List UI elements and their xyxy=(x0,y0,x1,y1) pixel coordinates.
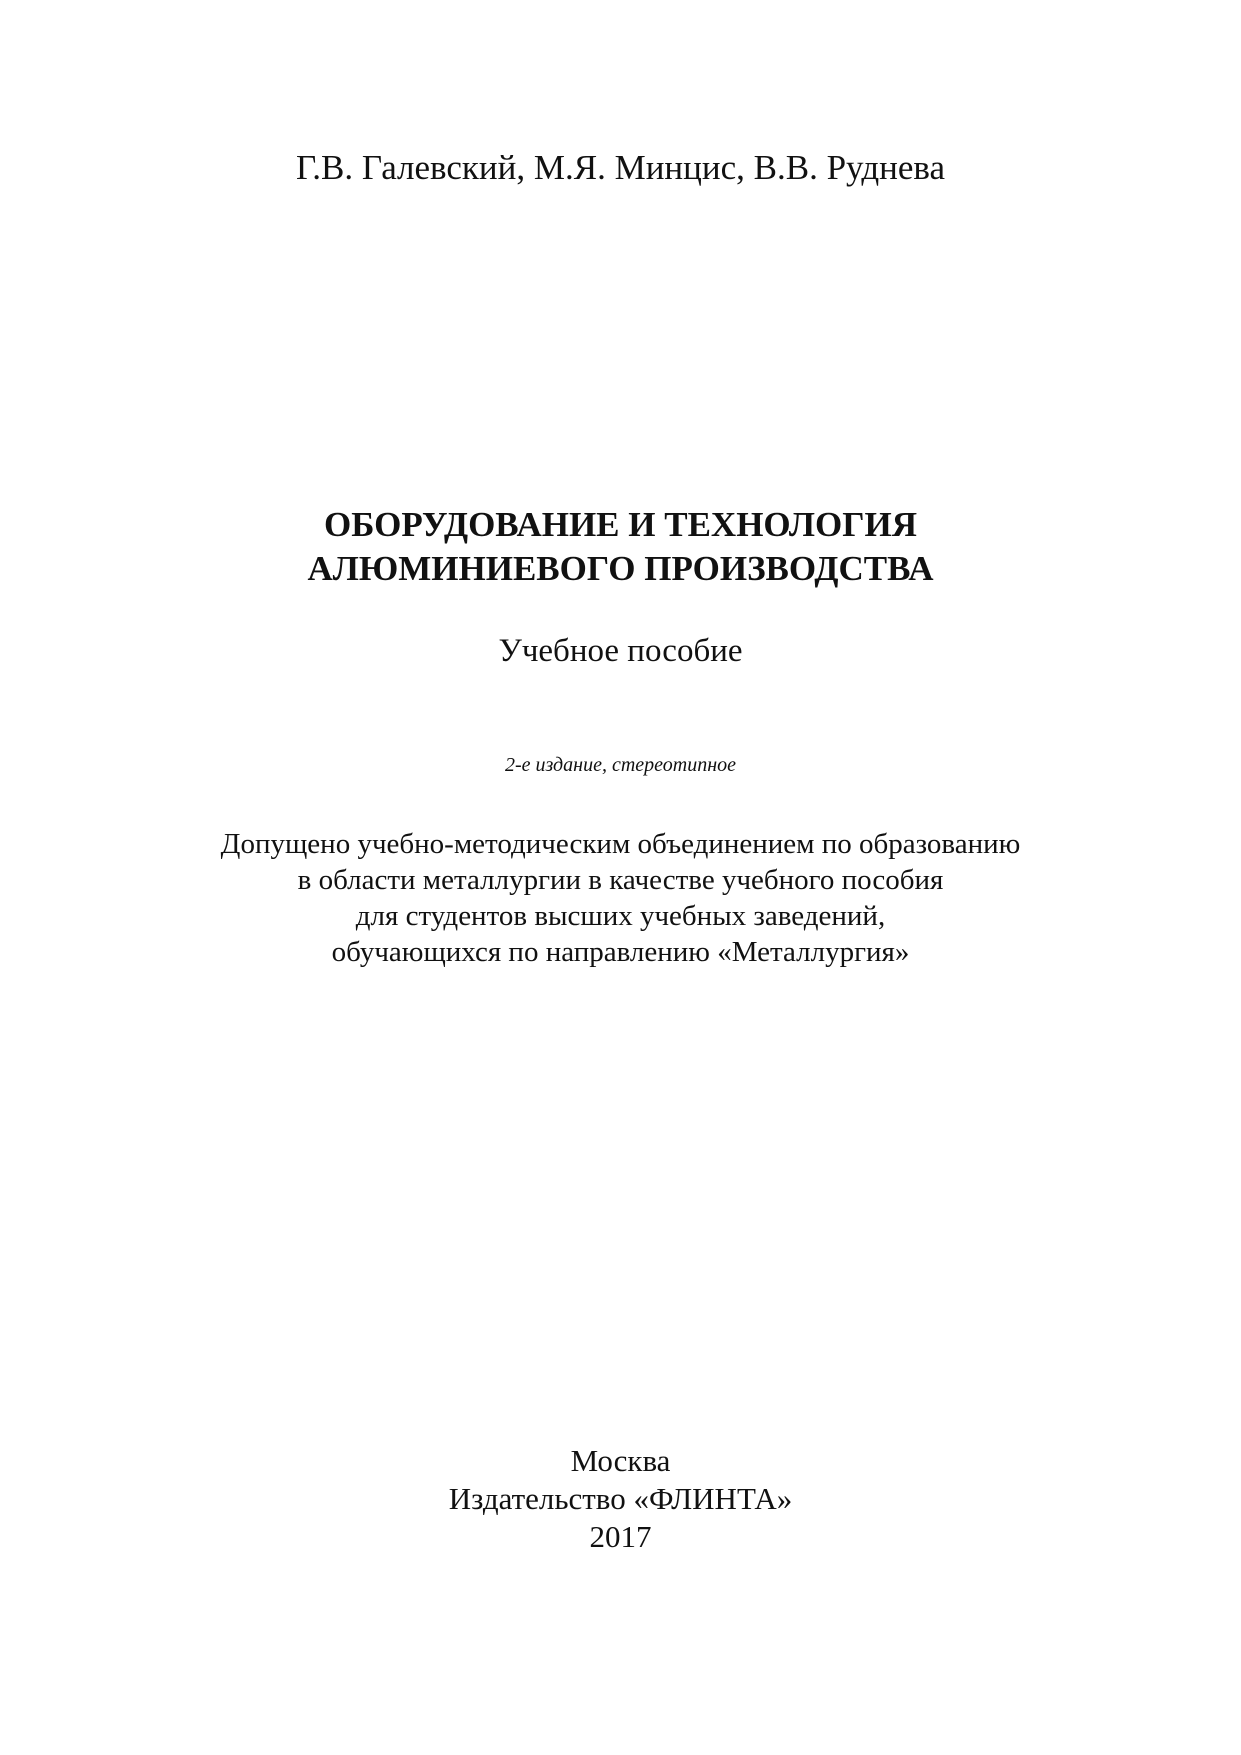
book-title-line-2: АЛЮМИНИЕВОГО ПРОИЗВОДСТВА xyxy=(307,549,934,588)
book-subtitle: Учебное пособие xyxy=(498,633,743,669)
approval-line-4: обучающихся по направлению «Металлургия» xyxy=(331,936,910,968)
approval-line-3: для студентов высших учебных заведений, xyxy=(355,900,886,932)
imprint-publisher: Издательство «ФЛИНТА» xyxy=(448,1481,793,1516)
approval-statement xyxy=(0,826,1241,970)
imprint-city: Москва xyxy=(570,1443,671,1478)
book-title xyxy=(0,503,1241,591)
approval-line-1: Допущено учебно-методическим объединением по образованию xyxy=(220,828,1021,860)
authors: Г.В. Галевский, М.Я. Минцис, В.В. Руднева xyxy=(295,148,946,187)
imprint xyxy=(0,1442,1241,1556)
edition-note: 2-е издание, стереотипное xyxy=(504,754,737,776)
imprint-year: 2017 xyxy=(589,1519,652,1554)
book-title-line-1: ОБОРУДОВАНИЕ И ТЕХНОЛОГИЯ xyxy=(324,505,917,544)
approval-line-2: в области металлургии в качестве учебного пособия xyxy=(297,864,944,896)
